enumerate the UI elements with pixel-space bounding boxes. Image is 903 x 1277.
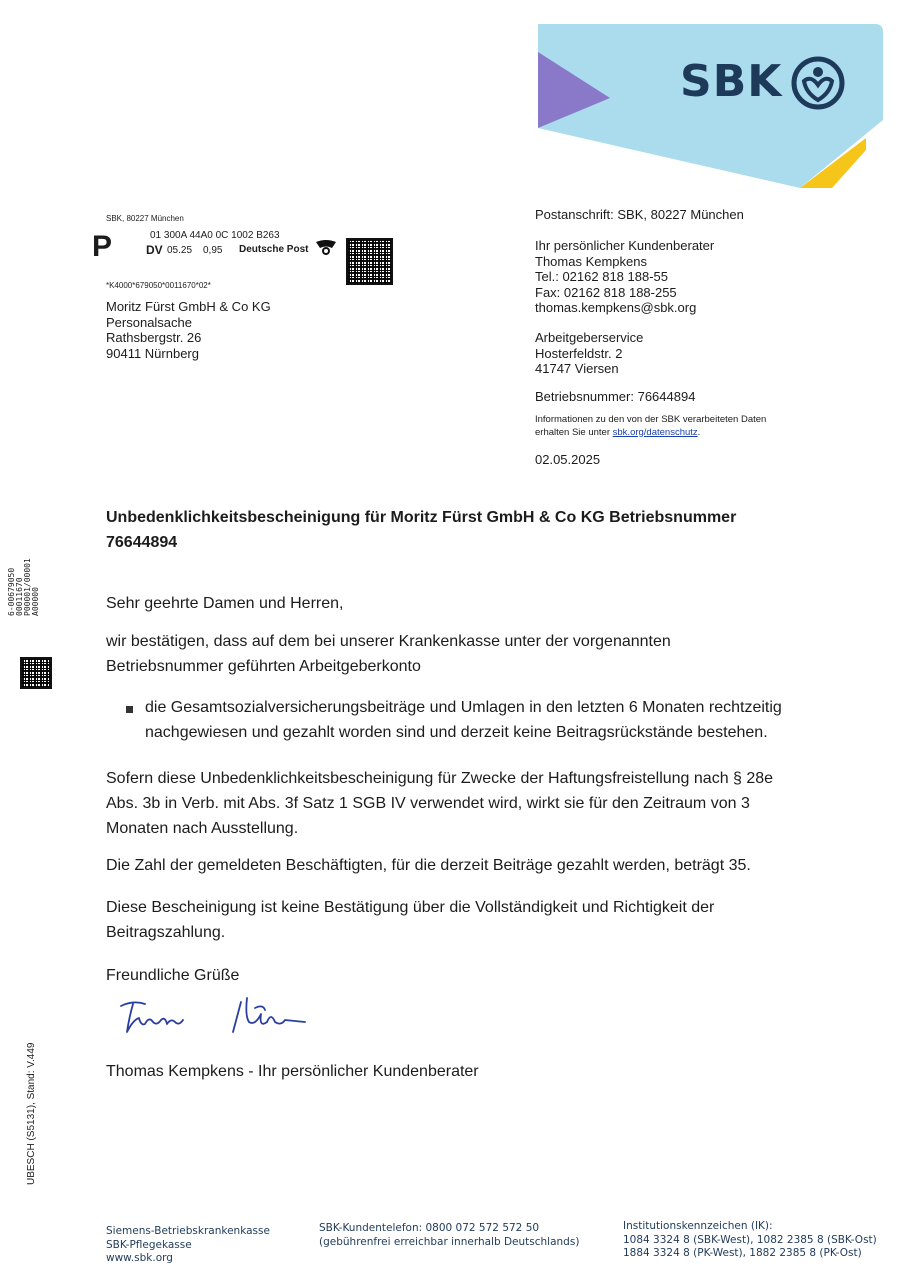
side-code: 6-00679050 [7,567,16,616]
footer-col-organization [106,1225,270,1266]
sender-return-address: SBK, 80227 München [106,214,184,223]
footer-line: 1084 3324 8 (SBK-West), 1082 2385 8 (SBK-Ost) [623,1233,877,1246]
recipient-line: 90411 Nürnberg [106,345,199,361]
contact-role: Ihr persönlicher Kundenberater [535,238,715,253]
privacy-line: Informationen zu den von der SBK verarbeiteten Daten [535,414,767,425]
office-dept: Arbeitgeberservice [535,330,644,345]
contact-block [535,238,714,316]
postage-code: 01 300A 44A0 0C 1002 B263 [150,230,280,241]
footer-line: 1884 3324 8 (PK-West), 1882 2385 8 (PK-Ost) [623,1247,862,1259]
paragraph-line: Sofern diese Unbedenklichkeitsbescheinigung für Zwecke der Haftungsfreistellung nach § 28e [106,770,774,787]
bullet-paragraph [145,695,782,745]
recipient-line: Personalsache [106,314,192,330]
side-code: P00001/00001 [23,558,32,616]
intro-line: wir bestätigen, dass auf dem bei unserer Krankenkasse unter der vorgenannten [106,633,671,650]
postage-matrix-code [346,238,393,285]
office-street: Hosterfeldstr. 2 [535,345,623,361]
privacy-note [535,414,766,439]
intro-line: Betriebsnummer geführten Arbeitgeberkonto [106,658,421,675]
side-code: 00011670 [15,577,24,616]
letter-date: 02.05.2025 [535,452,601,467]
postage-date: 05.25 [167,245,193,256]
side-code: A00000 [31,587,40,616]
paragraph-haftung [106,766,773,841]
paragraph-employees: Die Zahl der gemeldeten Beschäftigten, für die derzeit Beiträge gezahlt werden, beträgt 35. [106,857,751,874]
handwritten-signature [115,992,315,1042]
recipient-line: Moritz Fürst GmbH & Co KG [106,299,271,314]
closing: Freundliche Grüße [106,967,240,984]
contact-name: Thomas Kempkens [535,253,647,269]
sbk-heart-person-icon [790,55,846,111]
postanschrift: Postanschrift: SBK, 80227 München [535,207,744,222]
paragraph-line: Monaten nach Ausstellung. [106,820,299,837]
recipient-line: Rathsbergstr. 26 [106,330,202,345]
side-codes [8,558,40,616]
postage-dv: DV [146,243,163,257]
subject [106,505,736,555]
sbk-logo-text: SBK [680,56,783,107]
postage-p-mark: P [92,230,113,263]
footer-line: SBK-Pflegekasse [106,1238,192,1251]
paragraph-line: Abs. 3b in Verb. mit Abs. 3f Satz 1 SGB IV verwendet wird, wirkt sie für den Zeitraum von 3 [106,795,750,812]
salutation: Sehr geehrte Damen und Herren, [106,595,344,612]
signature-name: Thomas Kempkens - Ihr persönlicher Kundenberater [106,1063,479,1080]
contact-fax: Fax: 02162 818 188-255 [535,284,677,300]
side-matrix-code [20,657,52,689]
footer-col-phone [319,1222,579,1249]
postage-amount: 0,95 [203,245,223,256]
footer-line: (gebührenfrei erreichbar innerhalb Deutschlands) [319,1235,580,1248]
recipient-address [106,299,271,361]
subject-line: Unbedenklichkeitsbescheinigung für Moritz Fürst GmbH & Co KG Betriebsnummer [106,509,737,526]
intro-paragraph [106,629,671,679]
contact-email: thomas.kempkens@sbk.org [535,300,697,315]
postage-barcode-text: *K4000*679050*0011670*02* [106,281,211,290]
office-city: 41747 Viersen [535,361,619,376]
footer-website-link[interactable]: www.sbk.org [106,1252,173,1264]
footer-line: SBK-Kundentelefon: 0800 072 572 572 50 [319,1222,540,1234]
paragraph-line: Beitragszahlung. [106,924,226,941]
form-code: UBESCH (S5131), Stand: V.449 [26,1042,37,1185]
paragraph-line: Diese Bescheinigung ist keine Bestätigung über die Vollständigkeit und Richtigkeit der [106,899,715,916]
bullet-line: nachgewiesen und gezahlt worden sind und derzeit keine Beitragsrückstände bestehen. [145,724,768,741]
bullet-line: die Gesamtsozialversicherungsbeiträge und Umlagen in den letzten 6 Monaten rechtzeitig [145,699,782,716]
office-block [535,330,643,377]
postage-carrier: Deutsche Post [239,244,309,255]
subject-line: 76644894 [106,534,178,551]
footer-line: Institutionskennzeichen (IK): [623,1220,773,1232]
contact-phone: Tel.: 02162 818 188-55 [535,269,668,284]
paragraph-disclaimer [106,895,714,945]
deutsche-post-horn-icon [314,238,338,256]
footer-col-ik [623,1220,877,1261]
footer-line: Siemens-Betriebskrankenkasse [106,1225,270,1237]
privacy-link[interactable]: sbk.org/datenschutz [612,426,698,438]
privacy-prefix: erhalten Sie unter [535,426,613,438]
bullet-marker-icon [126,706,133,713]
privacy-suffix: . [697,426,701,438]
betriebsnummer-line: Betriebsnummer: 76644894 [535,389,696,404]
